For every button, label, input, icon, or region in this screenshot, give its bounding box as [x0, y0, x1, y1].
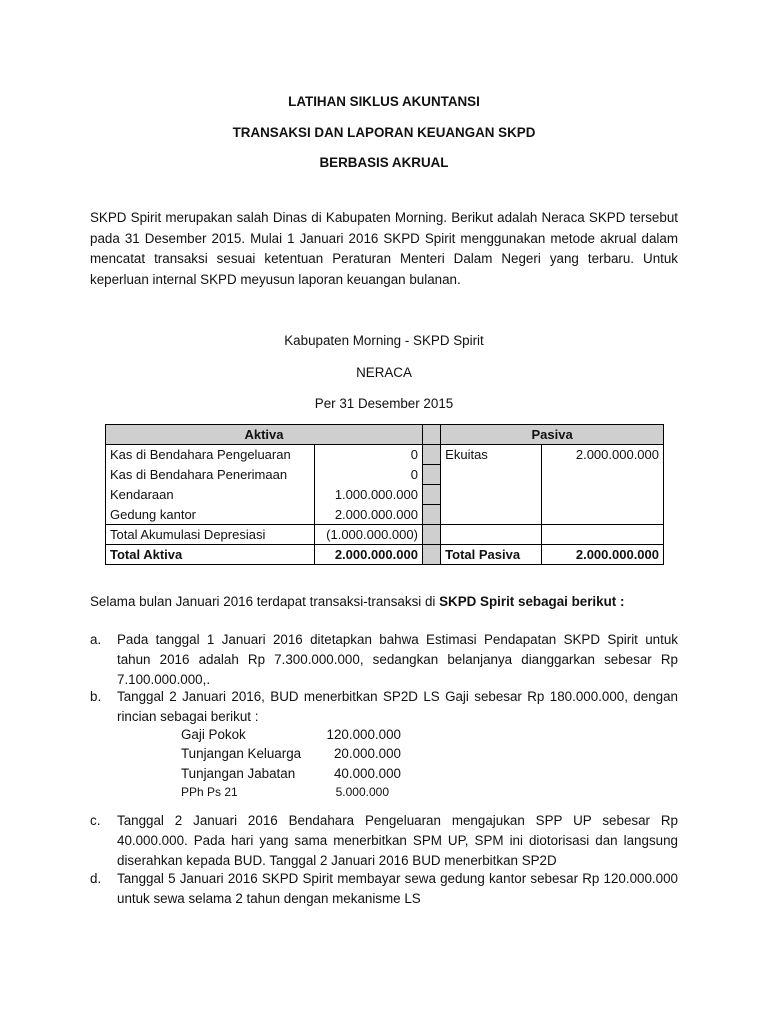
title-line-1: LATIHAN SIKLUS AKUNTANSI	[288, 94, 480, 109]
title-line-2: TRANSAKSI DAN LAPORAN KEUANGAN SKPD	[232, 125, 536, 140]
list-item-line: diserahkan kepada BUD. Tanggal 2 Januari 2016 BUD menerbitkan SP2D	[117, 853, 557, 868]
neraca-table	[105, 424, 664, 565]
gaji-label: Gaji Pokok	[181, 727, 246, 742]
gaji-label: PPh Ps 21	[181, 784, 238, 799]
pasiva-empty	[542, 505, 664, 525]
list-marker: a.	[90, 632, 102, 647]
gaji-value: 40.000.000	[333, 765, 401, 781]
list-item	[181, 725, 401, 744]
intro-paragraph	[90, 208, 678, 290]
list-item	[181, 764, 401, 783]
separator-cell	[422, 445, 440, 465]
separator-cell	[422, 485, 440, 505]
list-item-body	[117, 869, 678, 909]
list-item-line: rincian sebagai berikut :	[117, 709, 259, 724]
list-item-c	[90, 811, 678, 873]
gaji-breakdown	[181, 725, 401, 802]
list-item-line: untuk sewa selama 2 tahun dengan mekanisme LS	[117, 891, 421, 906]
transactions-intro-before: Selama bulan Januari 2016 terdapat transaksi-transaksi di	[90, 594, 440, 609]
separator-cell	[422, 465, 440, 485]
pasiva-empty	[542, 525, 664, 545]
pasiva-value: 2.000.000.000	[542, 445, 664, 465]
report-entity: Kabupaten Morning - SKPD Spirit	[284, 333, 484, 348]
report-date: Per 31 Desember 2015	[314, 396, 454, 411]
table-row	[106, 505, 664, 525]
table-row	[106, 485, 664, 505]
list-item-line: 40.000.000. Pada hari yang sama menerbitkan SPM UP, SPM ini diotorisasi dan langsung	[117, 833, 678, 848]
pasiva-empty	[542, 465, 664, 485]
neraca-header-row	[106, 425, 664, 445]
aktiva-value: (1.000.000.000)	[314, 525, 422, 545]
aktiva-header: Aktiva	[106, 425, 423, 445]
list-item-line: Pada tanggal 1 Januari 2016 ditetapkan bahwa Estimasi Pendapatan SKPD Spirit untuk	[117, 632, 678, 647]
intro-line-3: mencatat transaksi sesuai ketentuan Peraturan Menteri Dalam Negeri yang terbaru. Untuk	[90, 251, 678, 266]
list-item-line: Tanggal 5 Januari 2016 SKPD Spirit membayar sewa gedung kantor sebesar Rp 120.000.000	[117, 871, 678, 886]
list-marker: d.	[90, 871, 102, 886]
aktiva-label: Gedung kantor	[106, 505, 315, 525]
pasiva-empty	[441, 485, 542, 505]
list-item-a	[90, 630, 678, 692]
intro-line-2: pada 31 Desember 2015. Mulai 1 Januari 2016 SKPD Spirit menggunakan metode akrual dalam	[90, 230, 678, 246]
list-item-d	[90, 869, 678, 909]
aktiva-value: 0	[314, 465, 422, 485]
list-item-line: 7.100.000.000,.	[117, 672, 211, 687]
gaji-label: Tunjangan Keluarga	[181, 746, 302, 762]
separator-cell	[422, 525, 440, 545]
gaji-value: 5.000.000	[335, 784, 389, 799]
aktiva-value: 1.000.000.000	[314, 485, 422, 505]
intro-line-1: SKPD Spirit merupakan salah Dinas di Kabupaten Morning. Berikut adalah Neraca SKPD tersebut	[90, 210, 678, 225]
intro-line-4: keperluan internal SKPD meyusun laporan keuangan bulanan.	[90, 271, 461, 287]
title-line-3: BERBASIS AKRUAL	[319, 155, 449, 170]
total-aktiva-value: 2.000.000.000	[314, 545, 422, 565]
total-pasiva-label: Total Pasiva	[441, 545, 542, 565]
gaji-value: 120.000.000	[326, 727, 401, 742]
separator-cell	[422, 545, 440, 565]
list-item-line: tahun 2016 adalah Rp 7.300.000.000, sedangkan belanjanya dianggarkan sebesar Rp	[117, 652, 678, 667]
aktiva-value: 0	[314, 445, 422, 465]
pasiva-empty	[542, 485, 664, 505]
aktiva-value: 2.000.000.000	[314, 505, 422, 525]
separator-cell	[422, 425, 440, 445]
list-item-body	[117, 687, 678, 727]
aktiva-label: Kendaraan	[106, 485, 315, 505]
table-row	[106, 465, 664, 485]
pasiva-header: Pasiva	[441, 425, 664, 445]
table-row	[106, 525, 664, 545]
pasiva-empty	[441, 465, 542, 485]
list-item-body	[117, 811, 678, 871]
total-pasiva-value: 2.000.000.000	[542, 545, 664, 565]
table-row	[106, 445, 664, 465]
aktiva-label: Kas di Bendahara Pengeluaran	[106, 445, 315, 465]
report-name: NERACA	[356, 365, 412, 380]
gaji-label: Tunjangan Jabatan	[181, 765, 296, 781]
pasiva-empty	[441, 505, 542, 525]
aktiva-label: Kas di Bendahara Penerimaan	[106, 465, 315, 485]
gaji-value: 20.000.000	[333, 746, 401, 762]
separator-cell	[422, 505, 440, 525]
transactions-intro-after: Spirit sebagai berikut :	[476, 594, 625, 609]
transactions-intro-bold: SKPD	[439, 594, 477, 609]
list-marker: b.	[90, 689, 102, 704]
transactions-intro	[90, 592, 678, 613]
list-item-line: Tanggal 2 Januari 2016, BUD menerbitkan SP2D LS Gaji sebesar Rp 180.000.000, dengan	[117, 689, 678, 704]
list-item-body	[117, 630, 678, 690]
total-aktiva-label: Total Aktiva	[106, 545, 315, 565]
pasiva-empty	[441, 525, 542, 545]
list-item	[181, 744, 401, 763]
list-marker: c.	[90, 813, 101, 828]
list-item	[181, 783, 401, 802]
list-item-line: Tanggal 2 Januari 2016 Bendahara Pengeluaran mengajukan SPP UP sebesar Rp	[117, 813, 678, 828]
aktiva-label: Total Akumulasi Depresiasi	[106, 525, 315, 545]
list-item-b	[90, 687, 678, 727]
pasiva-label: Ekuitas	[441, 445, 542, 465]
total-row	[106, 545, 664, 565]
